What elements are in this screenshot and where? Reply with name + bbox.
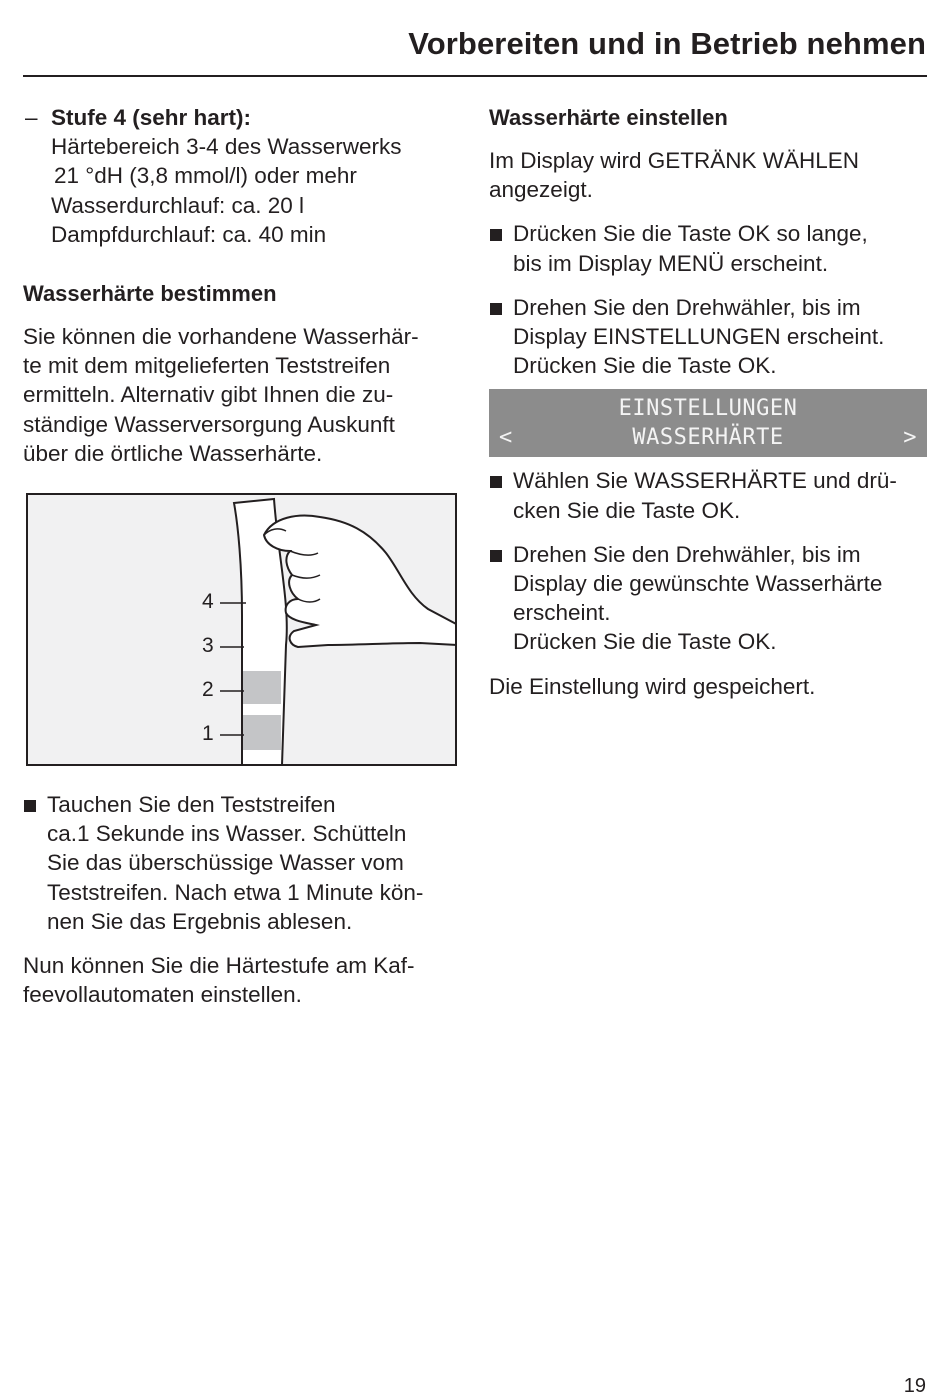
display-arrow-left-icon: < <box>499 425 513 451</box>
text-line: Wählen Sie WASSERHÄRTE und drü- <box>513 468 897 494</box>
stufe-4-label: Stufe 4 (sehr hart): <box>51 105 252 130</box>
bullet-square <box>24 800 36 812</box>
header-rule <box>23 75 927 77</box>
page-header-title: Vorbereiten und in Betrieb nehmen <box>408 26 926 61</box>
strip-field-1 <box>243 715 281 750</box>
text-line: Display die gewünschte Wasserhärte <box>513 571 883 597</box>
bullet-square <box>490 303 502 315</box>
section-heading-bestimmen: Wasserhärte bestimmen <box>23 281 277 307</box>
text-line: cken Sie die Taste OK. <box>513 497 741 523</box>
text-line: Tauchen Sie den Teststreifen <box>47 792 336 818</box>
strip-field-2 <box>243 671 281 704</box>
page-number: 19 <box>903 1375 926 1397</box>
stufe-4-item <box>23 103 465 249</box>
left-column <box>23 103 465 1009</box>
intro-paragraph <box>489 146 927 204</box>
text-line: angezeigt. <box>489 177 593 203</box>
strip-label-1: 1 <box>202 722 214 746</box>
text-line: te mit dem mitgelieferten Teststreifen <box>23 353 391 379</box>
text-line: erscheint. <box>513 600 611 626</box>
outro-paragraph: Die Einstellung wird gespeichert. <box>489 673 816 699</box>
bullet-square <box>490 229 502 241</box>
bullet-item <box>489 540 927 657</box>
text-line: Nun können Sie die Härtestufe am Kaf- <box>23 953 415 979</box>
display-panel <box>489 389 927 457</box>
text-line: ca.1 Sekunde ins Wasser. Schütteln <box>47 821 407 847</box>
stufe-line: Wasserdurchlauf: ca. 20 l <box>51 192 305 218</box>
display-arrow-right-icon: > <box>903 425 917 451</box>
text-line: Drehen Sie den Drehwähler, bis im <box>513 294 861 320</box>
bullet-square <box>490 476 502 488</box>
text-line: bis im Display MENÜ erscheint. <box>513 250 829 276</box>
test-strip-drawing <box>28 495 455 764</box>
text-line: nen Sie das Ergebnis ablesen. <box>47 908 353 934</box>
outro-paragraph <box>23 951 465 1009</box>
bullet-item <box>489 466 927 524</box>
display-line-1: EINSTELLUNGEN <box>618 396 798 422</box>
bullet-square <box>490 550 502 562</box>
hand <box>264 516 455 647</box>
text-line: über die örtliche Wasserhärte. <box>23 440 323 466</box>
text-line: Drücken Sie die Taste OK so lange, <box>513 221 868 247</box>
strip-label-2: 2 <box>202 678 214 702</box>
display-line-2: WASSERHÄRTE <box>632 425 784 451</box>
text-line: Im Display wird GETRÄNK WÄHLEN <box>489 148 860 173</box>
bullet-item <box>23 790 465 936</box>
dash-marker: – <box>25 105 38 130</box>
text-line: ermitteln. Alternativ gibt Ihnen die zu- <box>23 382 394 408</box>
bullet-item <box>489 219 927 277</box>
text-line: ständige Wasserversorgung Auskunft <box>23 411 395 437</box>
text-line: Sie das überschüssige Wasser vom <box>47 850 404 876</box>
text-line: Drehen Sie den Drehwähler, bis im <box>513 541 861 567</box>
text-line: Teststreifen. Nach etwa 1 Minute kön- <box>47 879 424 905</box>
text-line: Display EINSTELLUNGEN erscheint. <box>513 324 885 350</box>
stufe-line: Härtebereich 3-4 des Wasserwerks <box>51 134 402 160</box>
strip-label-4: 4 <box>202 590 214 614</box>
text-line: Drücken Sie die Taste OK. <box>513 629 777 655</box>
strip-label-3: 3 <box>202 634 214 658</box>
stufe-line: Dampfdurchlauf: ca. 40 min <box>51 221 327 247</box>
right-column <box>489 103 927 701</box>
section-heading-einstellen: Wasserhärte einstellen <box>489 105 728 130</box>
test-strip-illustration <box>26 493 457 766</box>
text-line: Sie können die vorhandene Wasserhär- <box>23 324 419 350</box>
intro-paragraph <box>23 322 465 468</box>
text-line: Drücken Sie die Taste OK. <box>513 353 777 379</box>
bullet-item <box>489 293 927 381</box>
text-line: feevollautomaten einstellen. <box>23 982 302 1008</box>
stufe-line: 21 °dH (3,8 mmol/l) oder mehr <box>54 163 357 189</box>
